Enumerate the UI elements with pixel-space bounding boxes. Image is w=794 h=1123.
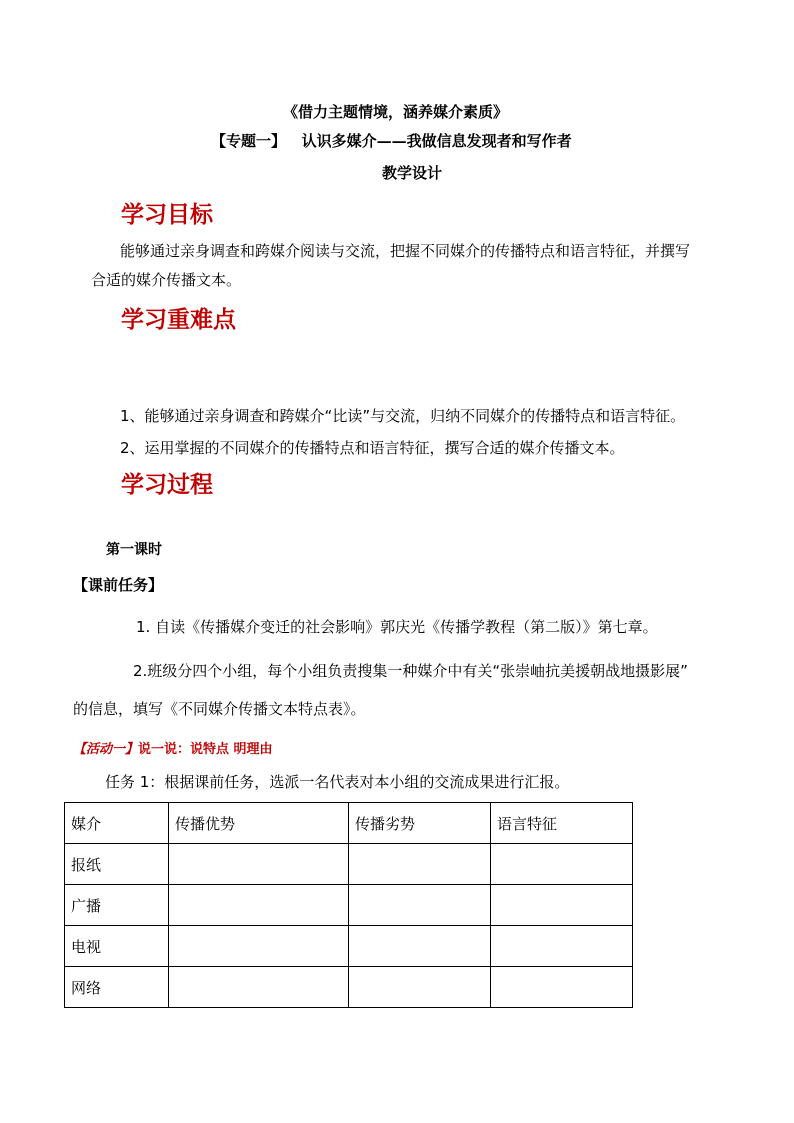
table-row	[65, 885, 633, 926]
table-cell	[169, 844, 349, 885]
table-header-cell: 语言特征	[491, 803, 633, 844]
table-cell	[169, 967, 349, 1008]
pre-task-label: 【课前任务】	[73, 576, 164, 594]
table-cell	[491, 844, 633, 885]
pre-task-1: 1. 自读《传播媒介变迁的社会影响》郭庆光《传播学教程（第二版）》第七章。	[136, 618, 658, 636]
key-point-2: 2、运用掌握的不同媒介的传播特点和语言特征，撰写合适的媒介传播文本。	[120, 439, 625, 457]
table-cell	[491, 885, 633, 926]
media-features-table	[64, 802, 633, 1008]
table-cell	[491, 926, 633, 967]
table-row	[65, 926, 633, 967]
table-header-cell: 传播优势	[169, 803, 349, 844]
table-cell	[349, 885, 491, 926]
table-cell: 报纸	[65, 844, 169, 885]
objectives-line-1: 能够通过亲身调查和跨媒介阅读与交流，把握不同媒介的传播特点和语言特征，并撰写	[120, 242, 691, 260]
table-row	[65, 844, 633, 885]
table-header-row	[65, 803, 633, 844]
table-cell	[169, 926, 349, 967]
doc-type: 教学设计	[382, 164, 443, 182]
document-title: 《借力主题情境，涵养媒介素质》	[283, 103, 509, 121]
table-cell: 网络	[65, 967, 169, 1008]
pre-task-2-line-1: 2.班级分四个小组，每个小组负责搜集一种媒介中有关“张崇岫抗美援朝战地摄影展”	[133, 662, 688, 680]
activity-text: 说一说：说特点 明理由	[138, 742, 273, 757]
table-cell	[349, 967, 491, 1008]
table-cell	[169, 885, 349, 926]
activity-bracket: 【活动一】	[73, 742, 139, 757]
table-cell: 电视	[65, 926, 169, 967]
table-cell	[491, 967, 633, 1008]
table-cell: 广播	[65, 885, 169, 926]
objectives-line-2: 合适的媒介传播文本。	[91, 271, 242, 289]
table-row	[65, 967, 633, 1008]
process-heading: 学习过程	[121, 471, 213, 498]
activity-one-title	[73, 738, 273, 757]
task-1-line: 任务 1：根据课前任务，选派一名代表对本小组的交流成果进行汇报。	[105, 773, 570, 791]
objectives-heading: 学习目标	[121, 201, 213, 228]
table-cell	[349, 926, 491, 967]
pre-task-2-line-2: 的信息，填写《不同媒介传播文本特点表》。	[73, 700, 366, 718]
key-point-1: 1、能够通过亲身调查和跨媒介“比读”与交流，归纳不同媒介的传播特点和语言特征。	[120, 407, 686, 425]
lesson-label: 第一课时	[106, 542, 162, 558]
key-points-heading: 学习重难点	[121, 306, 236, 333]
table-header-cell: 媒介	[65, 803, 169, 844]
table-cell	[349, 844, 491, 885]
table-header-cell: 传播劣势	[349, 803, 491, 844]
topic-line: 【专题一】 认识多媒介——我做信息发现者和写作者	[211, 132, 572, 150]
